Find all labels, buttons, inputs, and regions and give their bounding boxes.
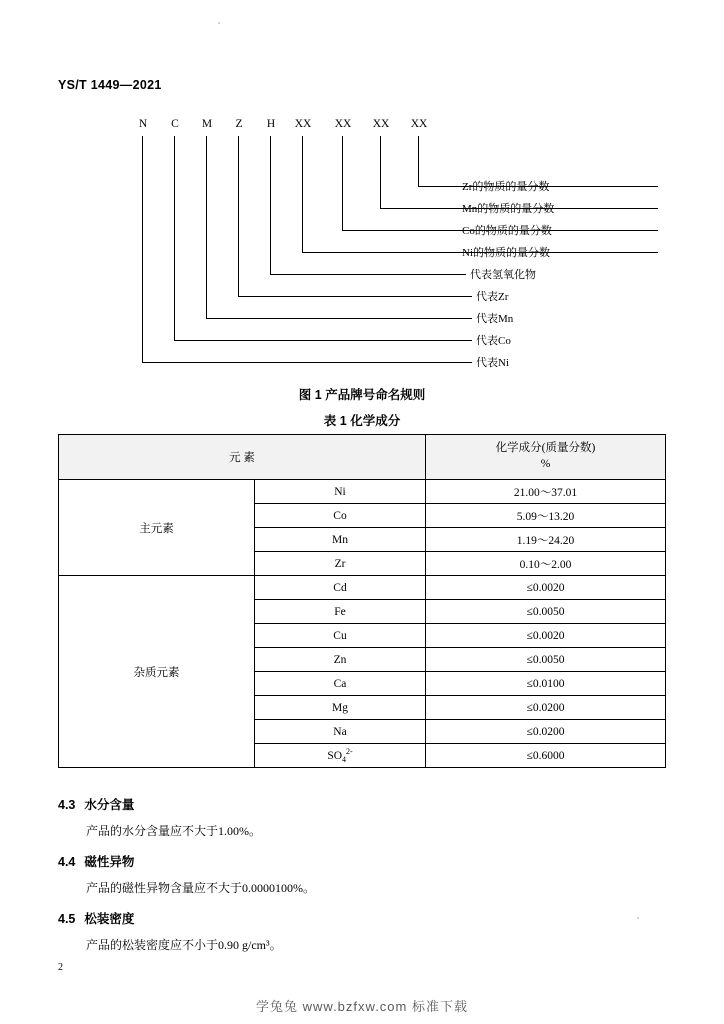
leader-line-v — [418, 136, 419, 186]
table-cell-value: ≤0.0200 — [426, 696, 666, 720]
table-header-unit: % — [540, 458, 551, 470]
page-number: 2 — [58, 962, 63, 973]
table-cell-value: 0.10～2.00 — [426, 552, 666, 576]
chemical-composition-table — [58, 434, 666, 768]
leader-line-h — [238, 296, 472, 297]
table-cell-value: ≤0.0020 — [426, 576, 666, 600]
clause-heading-4-5 — [58, 909, 134, 927]
clause-text-4-3: 产品的水分含量应不大于1.00%。 — [86, 824, 261, 838]
table-cell-value: 1.19～24.20 — [426, 528, 666, 552]
leader-line-v — [206, 136, 207, 318]
table-cell-element: Zn — [255, 648, 426, 672]
table-cell-element: Ca — [255, 672, 426, 696]
figure-code-h: H — [266, 118, 276, 130]
table-caption: 表 1 化学成分 — [323, 414, 401, 428]
table-cell-value: 21.00～37.01 — [426, 480, 666, 504]
standard-number: YS/T 1449—2021 — [58, 78, 162, 92]
table-cell-element: Cu — [255, 624, 426, 648]
footer-watermark: 学兔兔 www.bzfxw.com 标准下载 — [256, 999, 468, 1014]
clause-text-4-5: 产品的松装密度应不小于0.90 g/cm³。 — [86, 938, 282, 952]
table-header-row — [59, 435, 666, 480]
clause-title: 松装密度 — [84, 912, 135, 926]
table-cell-value: ≤0.0020 — [426, 624, 666, 648]
leader-line-v — [238, 136, 239, 296]
clause-title: 磁性异物 — [84, 855, 135, 869]
leader-line-h — [206, 318, 472, 319]
figure-label-co-fraction: Co的物质的量分数 — [462, 225, 552, 237]
table-cell-value: ≤0.0200 — [426, 720, 666, 744]
leader-line-v — [174, 136, 175, 340]
figure-code-xx1: XX — [294, 118, 312, 130]
scan-speck — [218, 22, 220, 24]
leader-line-v — [270, 136, 271, 274]
table-cell-element: Zr — [255, 552, 426, 576]
leader-line-v — [342, 136, 343, 230]
figure-label-mn-fraction: Mn的物质的量分数 — [462, 203, 555, 215]
table-cell-value: 5.09～13.20 — [426, 504, 666, 528]
table-cell-element: Fe — [255, 600, 426, 624]
clause-heading-4-4 — [58, 852, 134, 870]
table-cell-element: Mg — [255, 696, 426, 720]
leader-line-h — [270, 274, 466, 275]
clause-number: 4.4 — [58, 855, 76, 869]
figure-label-mn: 代表Mn — [476, 313, 514, 325]
table-cell-element: Ni — [255, 480, 426, 504]
table-cell-value: ≤0.6000 — [426, 744, 666, 768]
figure-label-zr-fraction: Zr的物质的量分数 — [462, 181, 550, 193]
leader-line-h — [174, 340, 472, 341]
figure-code-m: M — [201, 118, 213, 130]
clause-heading-4-3 — [58, 795, 134, 813]
naming-rule-diagram — [58, 118, 668, 373]
figure-label-zr: 代表Zr — [476, 291, 509, 303]
clause-number: 4.3 — [58, 798, 76, 812]
figure-code-c: C — [171, 118, 179, 130]
leader-line-v — [380, 136, 381, 208]
table-group-impurity-elements: 杂质元素 — [59, 576, 255, 768]
figure-label-hydroxide: 代表氢氧化物 — [470, 269, 536, 281]
table-cell-element: Na — [255, 720, 426, 744]
figure-caption: 图 1 产品牌号命名规则 — [298, 388, 426, 402]
table-cell-element: Co — [255, 504, 426, 528]
table-cell-value: ≤0.0050 — [426, 600, 666, 624]
figure-label-ni: 代表Ni — [476, 357, 509, 369]
table-row — [59, 480, 666, 504]
figure-label-ni-fraction: Ni的物质的量分数 — [462, 247, 550, 259]
leader-line-v — [302, 136, 303, 252]
table-cell-value: ≤0.0050 — [426, 648, 666, 672]
figure-code-z: Z — [235, 118, 243, 130]
table-cell-element: Mn — [255, 528, 426, 552]
clause-number: 4.5 — [58, 912, 76, 926]
clause-text-4-4: 产品的磁性异物含量应不大于0.0000100%。 — [86, 881, 315, 895]
table-row — [59, 576, 666, 600]
table-header-element: 元 素 — [59, 435, 426, 480]
figure-code-xx4: XX — [410, 118, 428, 130]
table-cell-element-sulfate: $SO_4^{2-}$ — [255, 744, 426, 768]
figure-code-xx3: XX — [372, 118, 390, 130]
table-cell-value: ≤0.0100 — [426, 672, 666, 696]
leader-line-h — [142, 362, 472, 363]
figure-code-xx2: XX — [334, 118, 352, 130]
leader-line-v — [142, 136, 143, 362]
table-cell-element: Cd — [255, 576, 426, 600]
table-header-composition-label: 化学成分(质量分数) — [495, 442, 596, 455]
figure-label-co: 代表Co — [476, 335, 511, 347]
scan-speck — [637, 917, 639, 919]
table-header-composition — [426, 435, 666, 480]
figure-code-n: N — [138, 118, 148, 130]
clause-title: 水分含量 — [84, 798, 135, 812]
table-group-main-elements: 主元素 — [59, 480, 255, 576]
